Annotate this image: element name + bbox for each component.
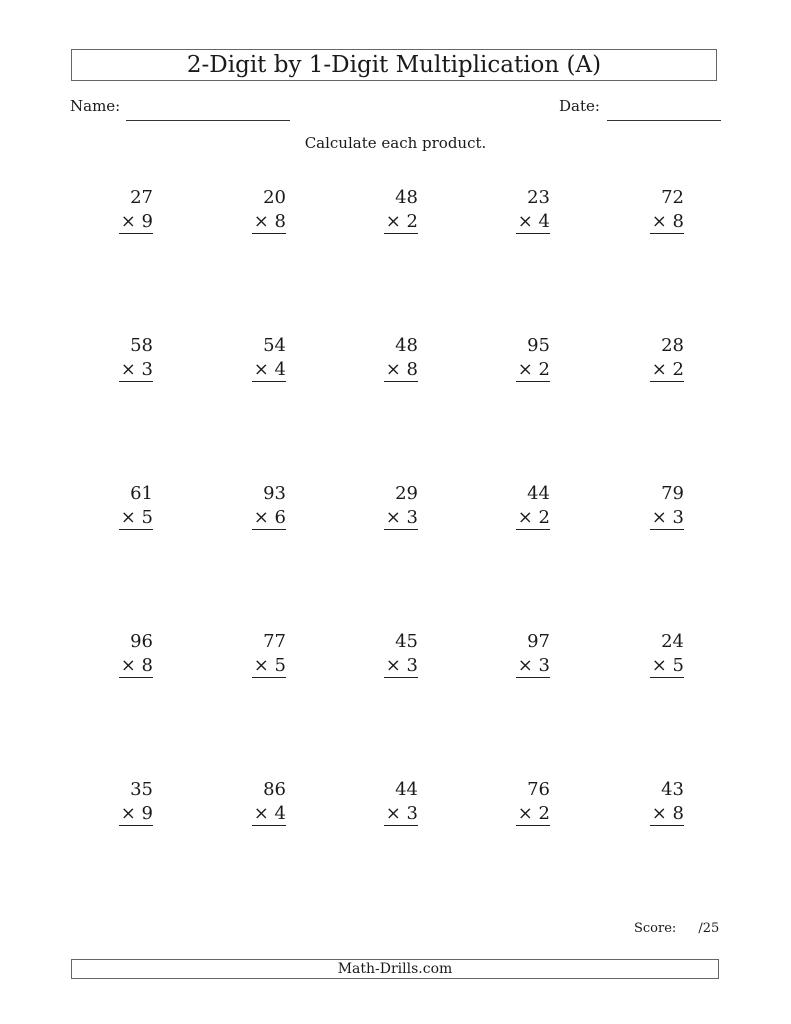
problem [358,778,418,826]
problem-multiplier: × 9 [120,211,153,232]
problem [93,482,153,530]
problem [226,334,286,382]
problem-multiplier: × 9 [120,803,153,824]
problem-multiplicand: 20 [263,187,286,208]
problem-multiplier: × 4 [253,359,286,380]
problem [93,630,153,678]
problem [624,334,684,382]
problem [358,334,418,382]
problem-multiplicand: 24 [661,631,684,652]
problem [490,778,550,826]
problem [226,630,286,678]
problem [490,630,550,678]
problem [624,482,684,530]
problem-multiplicand: 28 [661,335,684,356]
problem-multiplicand: 43 [661,779,684,800]
problem [490,186,550,234]
problem-multiplicand: 48 [395,187,418,208]
problem-multiplicand: 97 [527,631,550,652]
problem-multiplicand: 61 [130,483,153,504]
problem-multiplicand: 29 [395,483,418,504]
problem-multiplier: × 3 [385,803,418,824]
problem [490,482,550,530]
problem-multiplier: × 3 [651,507,684,528]
problem [358,630,418,678]
problem [226,186,286,234]
worksheet-title: 2-Digit by 1-Digit Multiplication (A) [71,49,717,81]
problem [358,482,418,530]
score-label: Score: [634,921,677,936]
problem-multiplier: × 2 [517,507,550,528]
problem-multiplier: × 4 [253,803,286,824]
problem-multiplier: × 5 [651,655,684,676]
problem [624,186,684,234]
problem-multiplicand: 95 [527,335,550,356]
problem-multiplicand: 58 [130,335,153,356]
problem-multiplicand: 48 [395,335,418,356]
problem [624,778,684,826]
footer-site: Math-Drills.com [71,959,719,979]
problem-multiplier: × 2 [517,803,550,824]
problem-multiplier: × 4 [517,211,550,232]
problem-multiplier: × 3 [120,359,153,380]
problem-multiplier: × 2 [517,359,550,380]
problem-multiplier: × 5 [120,507,153,528]
problem-multiplier: × 6 [253,507,286,528]
problem-multiplicand: 35 [130,779,153,800]
problem-multiplier: × 3 [385,507,418,528]
problem [93,334,153,382]
problem [93,186,153,234]
name-label: Name: [70,97,121,115]
problem-multiplicand: 23 [527,187,550,208]
instructions: Calculate each product. [304,134,487,152]
problem-multiplicand: 77 [263,631,286,652]
problem-multiplicand: 44 [395,779,418,800]
score [634,921,719,936]
problem-multiplier: × 2 [385,211,418,232]
problem [93,778,153,826]
problem-multiplicand: 76 [527,779,550,800]
date-field-line [607,120,721,121]
problem-multiplier: × 8 [651,211,684,232]
problem-multiplier: × 3 [517,655,550,676]
problem [490,334,550,382]
problem [358,186,418,234]
problem-multiplicand: 86 [263,779,286,800]
name-field-line [126,120,290,121]
date-label: Date: [559,97,600,115]
problem-multiplicand: 96 [130,631,153,652]
problem-multiplier: × 8 [651,803,684,824]
problem-multiplier: × 2 [651,359,684,380]
problem-multiplier: × 8 [120,655,153,676]
problem [226,482,286,530]
problem-multiplicand: 27 [130,187,153,208]
score-total: /25 [698,921,720,936]
problem-multiplier: × 5 [253,655,286,676]
problem-multiplier: × 3 [385,655,418,676]
problem-multiplicand: 93 [263,483,286,504]
problem-multiplicand: 54 [263,335,286,356]
problem [226,778,286,826]
problem-multiplier: × 8 [385,359,418,380]
problem-multiplier: × 8 [253,211,286,232]
problem-multiplicand: 44 [527,483,550,504]
problem [624,630,684,678]
problem-multiplicand: 72 [661,187,684,208]
problem-multiplicand: 79 [661,483,684,504]
problem-multiplicand: 45 [395,631,418,652]
